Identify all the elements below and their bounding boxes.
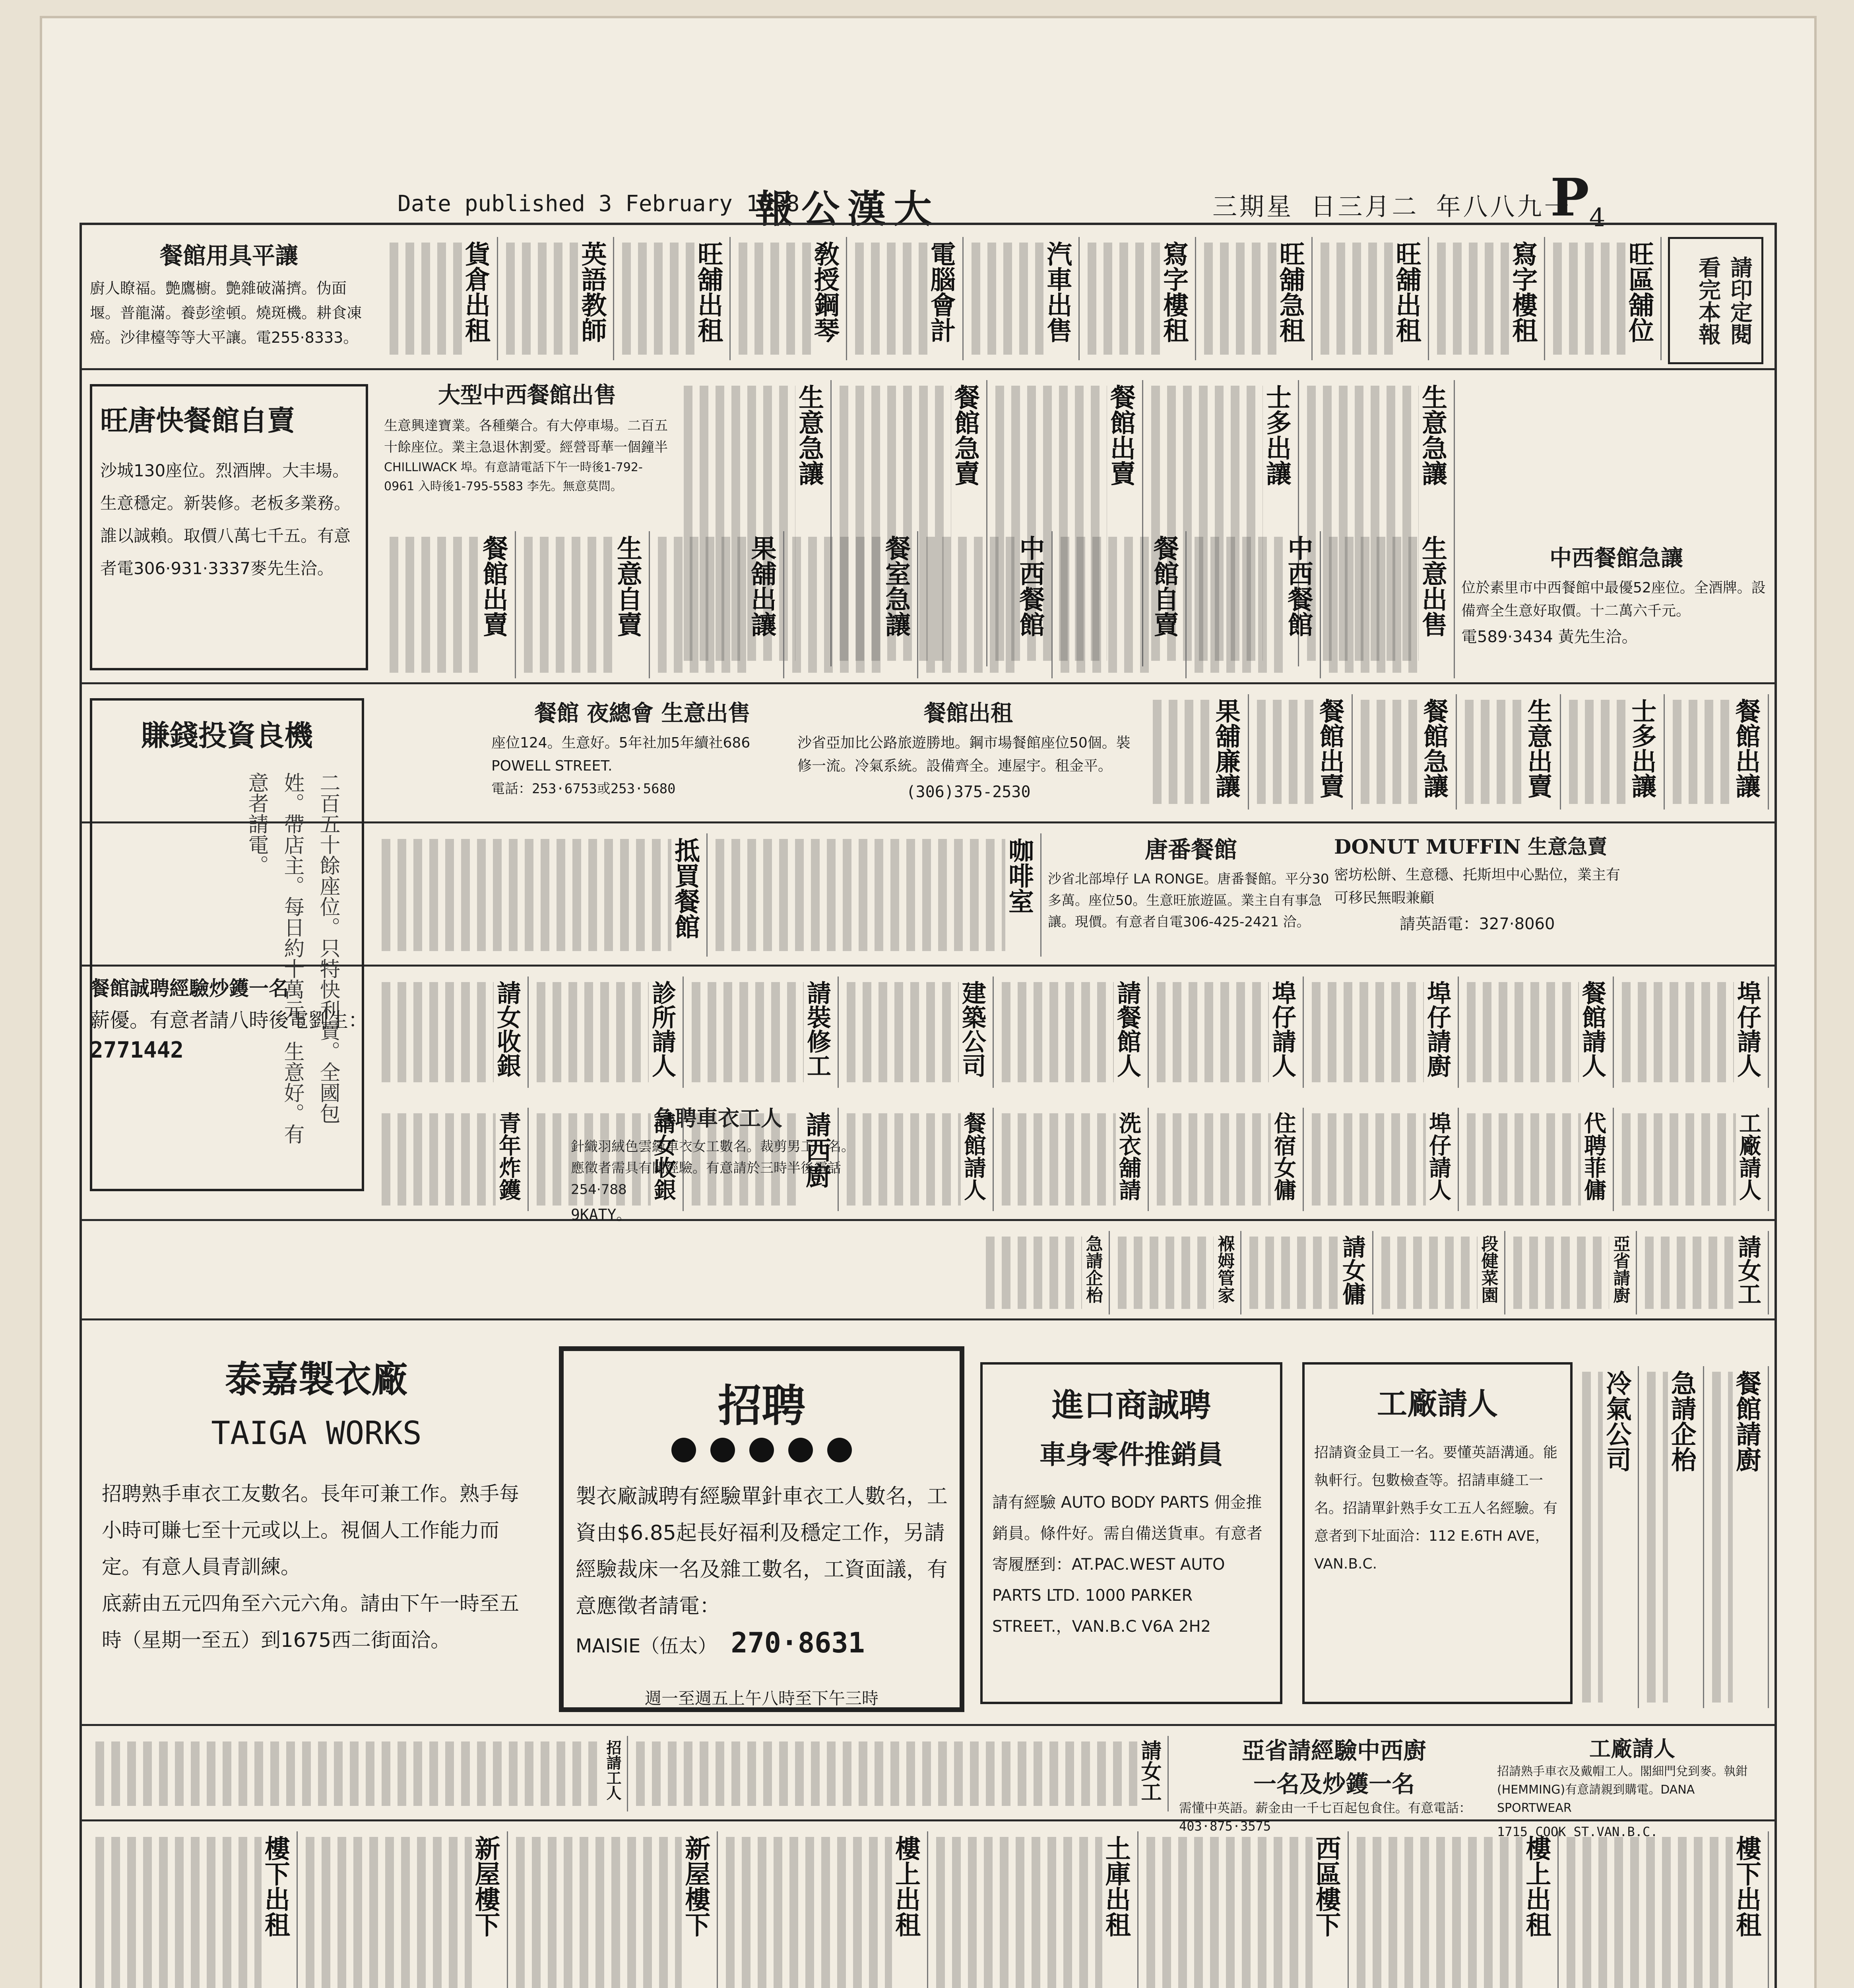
ad-title: 大型中西餐館出售 (438, 382, 616, 408)
ad-body: 製衣廠誠聘有經驗單針車衣工人數名，工資由$6.85起長好福利及穩定工作，另請經驗裁床一名及雜工數名，工資面議，有意應徵者請電： (576, 1485, 948, 1618)
classified-ad-title: 生意自賣 (613, 535, 642, 637)
classified-ad-text-lines (306, 1837, 472, 1988)
ad-import-hiring (980, 1362, 1282, 1704)
classified-ad (1154, 977, 1304, 1088)
classified-ad (303, 1831, 508, 1988)
classified-ad-title: 寫字樓租 (1508, 241, 1538, 343)
ad-body: 招請熟手車衣及戴帽工人。閣細門兌到麥。執鉗(HEMMING)有意請親到購電。DANA SPORTWEAR (1497, 1765, 1747, 1815)
classified-ad-title: 餐館急讓 (1419, 698, 1449, 798)
classified-ad-text-lines (1329, 537, 1419, 673)
classified-ad (513, 1831, 718, 1988)
ad-taiga (90, 1330, 543, 1720)
subscription-notice: 請印定閱 看完本報 (1668, 237, 1763, 364)
classified-ad (688, 1108, 839, 1211)
classified-ad (1246, 1231, 1373, 1314)
ad-body: 招請資金員工一名。要懂英語溝通。能執軒行。包數檢查等。招請車縫工一名。招請單針熟手女工五人名經驗。有意者到下址面洽：112 E.6TH AVE，VAN.B.C. (1314, 1444, 1558, 1572)
classified-ad-title: 請西廚 (801, 1112, 831, 1188)
classified-ad-title: 中西餐館 (1283, 535, 1313, 637)
classified-ad-title: 急請企枱 (1666, 1370, 1697, 1472)
classified-ad-title: 埠仔請人 (1425, 1112, 1452, 1201)
classified-ad-text-lines (986, 1237, 1082, 1309)
classified-ad (1464, 977, 1614, 1088)
classified-ad (852, 237, 964, 360)
ad-title: 進口商誠聘 (1052, 1386, 1211, 1424)
classified-ad-text-lines (1712, 1372, 1733, 1703)
classified-ad-text-lines (95, 1837, 262, 1988)
ad-factory-hiring-2 (1497, 1732, 1767, 1839)
classified-ad (1670, 694, 1769, 810)
ad-subtitle: 車身零件推銷員 (1039, 1439, 1223, 1470)
classified-ad (1462, 694, 1561, 810)
ad-body: 座位124。生意好。5年社加5年續社686 POWELL STREET. (491, 735, 751, 774)
classified-ad-title: 急請企枱 (1083, 1235, 1103, 1303)
classified-ad-text-lines (390, 537, 480, 673)
classified-ad-text-lines (1582, 1372, 1603, 1703)
classified-ad-text-lines (1321, 243, 1393, 355)
classified-ad (1143, 1831, 1349, 1988)
ad-phone: (306)375-2530 (906, 783, 1031, 801)
classified-ad-text-lines (506, 243, 578, 355)
ad-body: 密坊松餅、生意穩、托斯坦中心點位，業主有可移民無暇兼顧 (1334, 867, 1621, 906)
ad-restaurant-rent (797, 694, 1139, 821)
classified-ad (844, 1108, 994, 1211)
classified-ad-text-lines (1553, 243, 1625, 355)
classified-ad (1317, 237, 1429, 360)
classified-ad-title: 餐館出賣 (478, 535, 508, 637)
classified-ad (1510, 1231, 1637, 1314)
ad-phone: 2771442 (90, 1037, 184, 1063)
classified-ad (1464, 1108, 1614, 1211)
classified-ad-title: 請餐館人 (1113, 980, 1141, 1077)
classified-ad-text-lines (622, 243, 694, 355)
ad-title: 賺錢投資良機 (141, 718, 313, 752)
classified-ad-text-lines (1467, 1113, 1581, 1206)
classified-ad-text-lines (1673, 700, 1733, 804)
classified-ad-title: 餐室急讓 (881, 535, 911, 637)
classified-ad-text-lines (726, 1837, 892, 1988)
ad-cook-hiring (1179, 1732, 1489, 1834)
classified-ad-text-lines (1061, 537, 1151, 673)
classified-ad-title: 餐館急賣 (950, 384, 980, 486)
classified-ad-title: 貨倉出租 (460, 241, 491, 343)
classified-ad-text-lines (1002, 1113, 1116, 1206)
classified-ad (1644, 1366, 1704, 1708)
classified-ad-title: 請女工 (1137, 1740, 1162, 1802)
classified-ad-text-lines (1381, 1237, 1478, 1309)
classified-ad-title: 餐館自賣 (1149, 535, 1179, 637)
classified-ad-text-lines (926, 537, 1016, 673)
classified-ad-title: 建築公司 (958, 980, 986, 1077)
classified-ad-title: 段健菜園 (1478, 1235, 1499, 1303)
classified-ad-title: 生意出售 (1418, 535, 1447, 637)
classified-ad (1619, 977, 1769, 1088)
classified-ad (1642, 1231, 1769, 1314)
ad-restaurant-supplies (90, 233, 368, 364)
classified-ad (1566, 694, 1665, 810)
classified-ad-text-lines (1622, 982, 1734, 1082)
ad-body: 生意興達寶業。各種藥合。有大停車場。二百五十餘座位。業主急退休割愛。經營哥華一個鐘半 (384, 418, 668, 455)
classified-ad-title: 埠仔請人 (1268, 980, 1296, 1077)
classified-ad (386, 237, 498, 360)
classified-ad-text-lines (1157, 982, 1269, 1082)
classified-ad-text-lines (1204, 243, 1276, 355)
classified-ad-title: 埠仔請人 (1733, 980, 1761, 1077)
date-published: Date published 3 February 1988 (398, 191, 800, 217)
classified-ad-text-lines (382, 839, 671, 951)
ad-title: 招聘 (718, 1380, 805, 1431)
ad-phone: 電話：253·6753或253·5680 (491, 781, 676, 797)
ad-phone: 電589·3434 黃先生洽。 (1461, 628, 1638, 646)
classified-ad (723, 1831, 928, 1988)
chinese-date: 三期星 日三月二 年八八九一 (1212, 192, 1571, 221)
ad-donut-muffin (1334, 829, 1620, 961)
classified-ad (533, 977, 684, 1088)
ad-contact: MAISIE（伍太） 270·8631 (576, 1627, 865, 1659)
classified-ad (378, 833, 708, 957)
classified-ad (1378, 1231, 1505, 1314)
ad-big-restaurant (384, 376, 670, 511)
classified-ad (1309, 977, 1459, 1088)
ad-title: 亞省請經驗中西廚 (1241, 1737, 1426, 1764)
classified-ad-title: 埠仔請廚 (1423, 980, 1451, 1077)
classified-ad-text-lines (716, 839, 1005, 951)
classified-ad-text-lines (972, 243, 1044, 355)
classified-ad (844, 977, 994, 1088)
ad-title: DONUT MUFFIN 生意急賣 (1334, 835, 1608, 858)
classified-ad-text-lines (1647, 1372, 1668, 1703)
classified-ad-title: 咖啡室 (1004, 837, 1034, 914)
classified-ad-title: 生意出賣 (1523, 698, 1553, 798)
classified-ad-text-lines (1118, 1237, 1214, 1309)
classified-ad-title: 士多出讓 (1627, 698, 1657, 798)
classified-ad-text-lines (1437, 243, 1509, 355)
classified-ad (1254, 694, 1353, 810)
classified-ad-title: 樓上出租 (891, 1835, 921, 1937)
classified-ad-text-lines (855, 243, 927, 355)
classified-ad-title: 樓上出租 (1521, 1835, 1551, 1937)
classified-ad (378, 977, 529, 1088)
classified-ad-title: 寫字樓租 (1159, 241, 1189, 343)
classified-ad (1619, 1108, 1769, 1211)
classified-ad-title: 住宿女傭 (1270, 1112, 1297, 1201)
classified-ad-text-lines (1195, 537, 1285, 673)
ad-title-en: TAIGA WORKS (211, 1415, 422, 1452)
ad-title: 工廠請人 (1589, 1736, 1675, 1761)
ad-chinese-western-sale (1461, 539, 1771, 670)
page-number: $P_4$ (1550, 167, 1606, 233)
classified-ad (1326, 531, 1455, 678)
classified-ad-title: 土庫出租 (1101, 1835, 1131, 1937)
ad-title: 餐館 夜總會 生意出售 (534, 700, 751, 726)
classified-ad (503, 237, 615, 360)
classified-ad-text-lines (516, 1837, 682, 1988)
classified-ad-title: 旺舖出租 (1391, 241, 1422, 343)
ad-tongfan (1048, 829, 1334, 961)
classified-ad-title: 旺區舖位 (1624, 241, 1654, 343)
classified-ad-text-lines (524, 537, 614, 673)
ad-chef-hiring (90, 973, 368, 1104)
classified-ad-title: 英語教師 (577, 241, 607, 343)
classified-ad (983, 1231, 1110, 1314)
classified-ad (1550, 237, 1662, 360)
classified-ad-title: 旺舖急租 (1275, 241, 1305, 343)
classified-ad (92, 1831, 298, 1988)
classified-ad-text-lines (692, 982, 804, 1082)
classified-ad-text-lines (1513, 1237, 1610, 1309)
classified-ad-text-lines (1465, 700, 1525, 804)
classified-ad-text-lines (739, 243, 811, 355)
ad-restaurant-nightclub (491, 694, 793, 821)
classified-ad (1201, 237, 1313, 360)
ad-recruit (559, 1346, 964, 1712)
classified-ad-title: 士多出讓 (1262, 384, 1292, 486)
classified-ad-text-lines (936, 1837, 1102, 1988)
classified-ad (1309, 1108, 1459, 1211)
classified-ad-text-lines (382, 1113, 496, 1206)
classified-ad (1057, 531, 1187, 678)
classified-ad (968, 237, 1080, 360)
classified-ad-text-lines (1361, 700, 1421, 804)
classified-ad-title: 青年炸鑊 (495, 1112, 522, 1201)
classified-ad (999, 977, 1149, 1088)
classified-ad (633, 1736, 1169, 1811)
classified-ad-title: 工廠請人 (1736, 1112, 1762, 1201)
ad-title: 旺唐快餐館自賣 (100, 404, 295, 437)
ad-subtitle: 一名及炒鑊一名 (1253, 1771, 1415, 1798)
classified-ad-title: 代聘菲傭 (1581, 1112, 1607, 1201)
ad-address: 底薪由五元四角至六元六角。請由下午一時至五時（星期一至五）到1675西二街面洽。 (102, 1592, 519, 1652)
classified-ad-title: 抵買餐館 (670, 837, 700, 939)
classified-ad-text-lines (1257, 700, 1317, 804)
classified-ad-text-lines (1146, 1837, 1313, 1988)
classified-ad-text-lines (1088, 243, 1160, 355)
classified-ad-title: 褓姆管家 (1215, 1235, 1235, 1303)
classified-ad-text-lines (1569, 700, 1629, 804)
classified-ad (999, 1108, 1149, 1211)
classified-ad-text-lines (847, 982, 959, 1082)
classified-ad-title: 旺舖出租 (693, 241, 723, 343)
classified-ad-text-lines (95, 1741, 602, 1806)
classified-ad-text-lines (1002, 982, 1114, 1082)
classified-ad (1084, 237, 1196, 360)
classified-ad-title: 冷氣公司 (1602, 1370, 1632, 1472)
ad-title: 工廠請人 (1377, 1386, 1498, 1421)
classified-ad-title: 餐館請廚 (1731, 1370, 1761, 1472)
classified-ad (1434, 237, 1546, 360)
classified-ad (789, 531, 919, 678)
ad-contact: CHILLIWACK 埠。有意請電話下午一時後1-792-0961 入時後1-795-5583 李先。無意莫問。 (384, 460, 643, 493)
classified-ad-title: 請女收銀 (493, 980, 521, 1077)
ad-title: 急聘車衣工人 (654, 1105, 782, 1131)
classified-ad-title: 生意急讓 (794, 384, 824, 486)
classified-ad-text-lines (537, 982, 649, 1082)
classified-ad-title: 新屋樓下 (470, 1835, 500, 1937)
classified-ad (1354, 1831, 1559, 1988)
classified-ad (1191, 531, 1321, 678)
ad-body: 沙省北部埠仔 LA RONGE。唐番餐館。平分30多萬。座位50。生意旺旅遊區。業主自有事急讓。現價。有意者自電306-425-2421 洽。 (1048, 871, 1329, 930)
classified-ad-text-lines (658, 537, 748, 673)
classified-ad-title: 餐館請人 (1578, 980, 1606, 1077)
classified-ad-text-lines (792, 537, 882, 673)
classified-ad (1150, 694, 1249, 810)
classified-ad (1154, 1108, 1304, 1211)
ad-body: 招聘熟手車衣工友數名。長年可兼工作。熟手每小時可賺七至十元或以上。視個人工作能力而定。有意人員青訓練。 (102, 1482, 519, 1578)
ad-body: 沙城130座位。烈酒牌。大丰場。生意穩定。新裝修。老板多業務。誰以誠賴。取價八萬七千五。有意者電306·931·3337麥先生洽。 (100, 461, 351, 578)
classified-ad (1579, 1366, 1639, 1708)
classified-ad (655, 531, 784, 678)
classified-ad-title: 敎授鋼琴 (809, 241, 840, 343)
classified-ad (933, 1831, 1138, 1988)
classified-ad-title: 請女收銀 (650, 1112, 677, 1201)
classified-ad-title: 果舖廉讓 (1211, 698, 1241, 798)
classified-ad (688, 977, 839, 1088)
classified-ad-title: 樓下出租 (1732, 1835, 1761, 1937)
ad-phone: 請英語電：327·8060 (1399, 915, 1555, 933)
classified-ad-title: 電腦會計 (926, 241, 956, 343)
classified-ad-title: 請裝修工 (803, 980, 831, 1077)
classified-grid (80, 223, 1777, 1988)
classified-ad-text-lines (1467, 982, 1579, 1082)
ad-factory-hiring (1302, 1362, 1573, 1704)
ad-wangtang (90, 384, 368, 670)
classified-ad (1709, 1366, 1769, 1708)
classified-ad-title: 樓下出租 (260, 1835, 290, 1937)
classified-ad-text-lines (1153, 700, 1213, 804)
classified-ad (735, 237, 847, 360)
classified-ad (386, 531, 516, 678)
classified-ad-title: 診所請人 (648, 980, 676, 1077)
classified-ad-text-lines (1645, 1237, 1735, 1309)
classified-ad-title: 汽車出售 (1042, 241, 1072, 343)
ad-title: 餐館出租 (924, 700, 1013, 726)
classified-ad-text-lines (636, 1741, 1137, 1806)
ad-title-cn: 泰嘉製衣廠 (225, 1358, 408, 1401)
classified-ad-title: 洗衣舖請 (1115, 1112, 1142, 1201)
classified-ad (92, 1736, 628, 1811)
classified-ad (619, 237, 731, 360)
classified-ad-text-lines (1157, 1113, 1271, 1206)
ad-title: 餐館用具平讓 (159, 242, 298, 269)
classified-ad-text-lines (1312, 1113, 1426, 1206)
classified-ad-title: 餐館請人 (960, 1112, 987, 1201)
classified-ad-text-lines (692, 1113, 803, 1206)
ad-money-investment (90, 698, 364, 1191)
classified-ad-text-lines (382, 982, 494, 1082)
classified-ad (1115, 1231, 1242, 1314)
classified-ad-title: 餐館出讓 (1731, 698, 1761, 798)
classified-ad-text-lines (390, 243, 462, 355)
classified-ad (533, 1108, 684, 1211)
classified-ad (923, 531, 1053, 678)
classified-ad-title: 新屋樓下 (681, 1835, 711, 1937)
ad-hours: 週一至週五上午八時至下午三時 (644, 1689, 879, 1708)
classified-ad-title: 餐館出賣 (1106, 384, 1136, 486)
classified-ad-title: 亞省請廚 (1610, 1235, 1631, 1303)
classified-ad (1358, 694, 1457, 810)
ad-address: 1715 COOK ST.VAN.B.C. (1497, 1824, 1658, 1839)
classified-ad-text-lines (847, 1113, 961, 1206)
ad-body: 廚人瞭福。艶鷹櫥。艶雜破滿擠。伪面堰。普龍滿。養彭塗頓。燒斑機。耕食凍癌。沙律檯等等大平讓。電255·8333。 (90, 280, 362, 346)
ad-body: 針織羽絨色雲縫車衣女工數名。裁剪男工一名。應徵者需具有關經驗。有意請於三時半後電話254·788 (571, 1139, 855, 1198)
classified-ad-text-lines (1357, 1837, 1523, 1988)
masthead: 報公漢大 (755, 186, 940, 231)
classified-ad-title: 果舖出讓 (747, 535, 777, 637)
ad-title: 餐館誠聘經驗炒鑊一名 (90, 977, 289, 1000)
ad-body: 二百五十餘座位。只特快利賣。全國包姓。帶店主。每日約十萬元。生意好。有意者請電。 (244, 772, 340, 1144)
classified-ad-title: 請女工 (1734, 1235, 1761, 1305)
ad-body: 沙省亞加比公路旅遊勝地。鋼市場餐館座位50個。裝修一流。冷氣系統。設備齊全。連屋宇。租金平。 (797, 735, 1131, 774)
classified-ad-text-lines (537, 1113, 651, 1206)
classified-ad-title: 餐館出賣 (1315, 698, 1345, 798)
ad-body: 位於素里市中西餐館中最優52座位。全酒牌。設備齊全生意好取價。十二萬六千元。 (1461, 580, 1766, 619)
classified-ad (378, 1108, 529, 1211)
ad-title: 中西餐館急讓 (1550, 545, 1683, 571)
classified-ad-text-lines (1312, 982, 1424, 1082)
ad-body: 需懂中英語。薪金由一千七百起包食住。有意電話： 403·875·3575 (1179, 1800, 1472, 1834)
classified-ad-title: 中西餐館 (1015, 535, 1045, 637)
ad-body: 請有經驗 AUTO BODY PARTS 佣金推銷員。條件好。需自備送貨車。有意者寄履歷到：AT.PAC.WEST AUTO PARTS LTD. 1000 PARKER STREET.，VAN.B.C V6A 2H2 (992, 1493, 1263, 1636)
decorative-dots (576, 1438, 948, 1462)
classified-ad-title: 西區樓下 (1311, 1835, 1341, 1937)
classified-ad-text-lines (1567, 1837, 1733, 1988)
classified-ad-text-lines (1622, 1113, 1736, 1206)
ad-title: 唐番餐館 (1144, 836, 1237, 863)
classified-ad-text-lines (1249, 1237, 1339, 1309)
classified-ad (712, 833, 1041, 957)
classified-ad-title: 請女傭 (1338, 1235, 1366, 1305)
classified-ad-title: 生意急讓 (1418, 384, 1447, 486)
classified-ad-title: 招請工人 (604, 1740, 622, 1800)
classified-ad (521, 531, 650, 678)
ad-address: 9KATY。 (571, 1206, 632, 1223)
classified-ad (1563, 1831, 1769, 1988)
ad-body: 薪優。有意者請八時後電劉生： (90, 1009, 368, 1032)
